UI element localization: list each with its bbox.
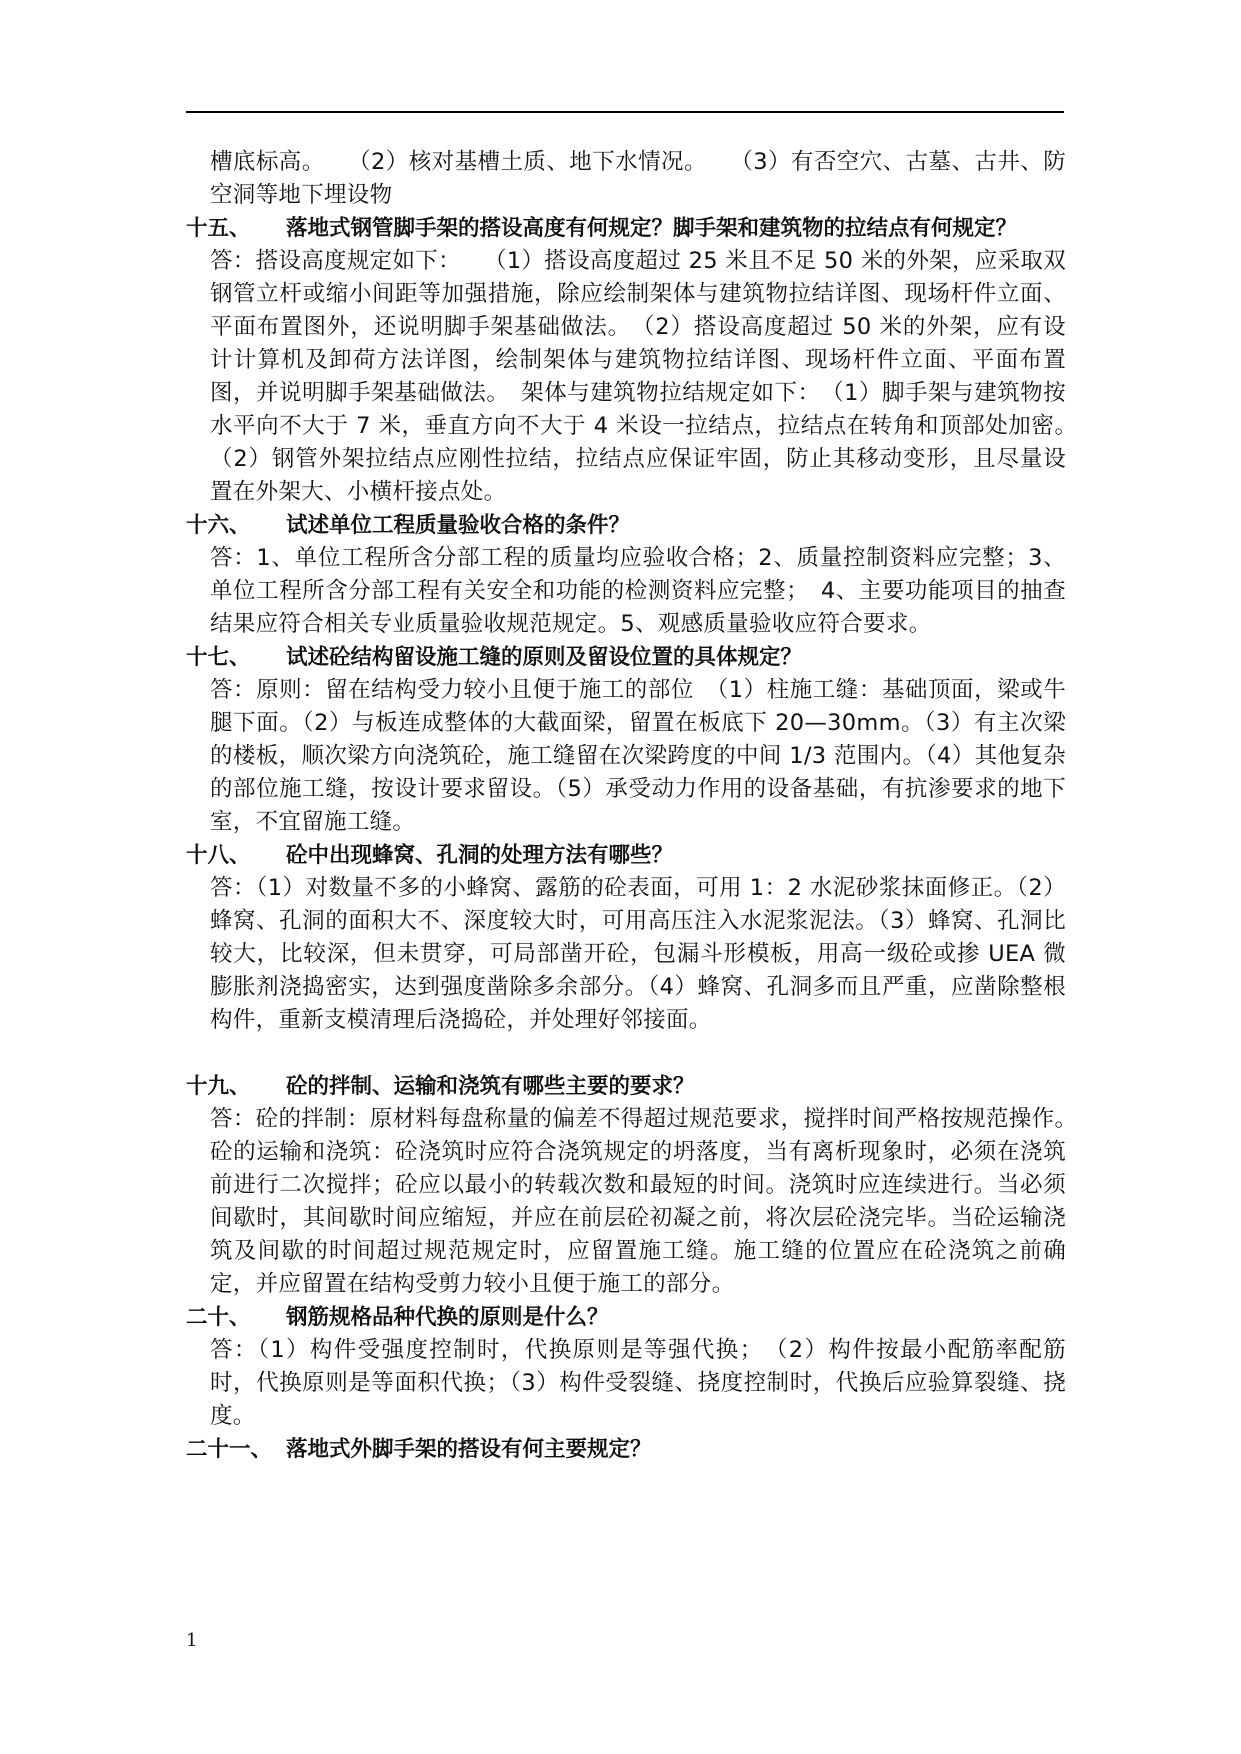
question-number: 十六、: [186, 513, 251, 538]
question-heading: [186, 641, 1066, 674]
question-number: 二十一、: [186, 1437, 273, 1462]
question-heading: [186, 212, 1066, 245]
question-heading: [186, 1433, 1066, 1466]
answer-paragraph: 槽底标高。 （2）核对基槽土质、地下水情况。 （3）有否空穴、古墓、古井、防空洞等地下埋设物: [210, 149, 1066, 208]
question-text: 砼中出现蜂窝、孔洞的处理方法有哪些？: [286, 843, 674, 868]
answer-paragraph: 答：原则：留在结构受力较小且便于施工的部位 （1）柱施工缝：基础顶面，梁或牛腿下面。（2）与板连成整体的大截面梁，留置在板底下 20—30mm。（3）有主次梁的楼板，顺次梁方向浇筑砼，施工缝留在次梁跨度的中间 1/3 范围内。（4）其他复杂的部位施工缝，按设计要求留设。（5）承受动力作用的设备基础，有抗渗要求的地下室，不宜留施工缝。: [210, 677, 1066, 835]
question-text: 试述砼结构留设施工缝的原则及留设位置的具体规定？: [286, 645, 803, 670]
question-heading: [186, 839, 1066, 872]
question-heading: [186, 1070, 1066, 1103]
question-number: 十八、: [186, 843, 251, 868]
question-number: 十五、: [186, 216, 251, 241]
question-number: 二十、: [186, 1305, 251, 1330]
answer-paragraph: 答：（1）对数量不多的小蜂窝、露筋的砼表面，可用 1：2 水泥砂浆抹面修正。（2）蜂窝、孔洞的面积大不、深度较大时，可用高压注入水泥浆泥法。（3）蜂窝、孔洞比较大，比较深，但未贯穿，可局部凿开砼，包漏斗形模板，用高一级砼或掺 UEA 微膨胀剂浇捣密实，达到强度凿除多余部分。（4）蜂窝、孔洞多而且严重，应凿除整根构件，重新支模清理后浇捣砼，并处理好邻接面。: [210, 875, 1066, 1033]
question-number: 十七、: [186, 645, 251, 670]
question-text: 砼的拌制、运输和浇筑有哪些主要的要求？: [286, 1074, 695, 1099]
answer-paragraph: 答：1、单位工程所含分部工程的质量均应验收合格；2、质量控制资料应完整；3、单位工程所含分部工程有关安全和功能的检测资料应完整； 4、主要功能项目的抽查结果应符合相关专业质量验收规范规定。5、观感质量验收应符合要求。: [210, 545, 1066, 637]
question-number: 十九、: [186, 1074, 251, 1099]
blank-line: [186, 1037, 1066, 1070]
question-text: 落地式外脚手架的搭设有何主要规定？: [286, 1437, 652, 1462]
page-number: 1: [186, 1630, 198, 1651]
header-rule: [186, 111, 1064, 113]
answer-paragraph: 答：搭设高度规定如下： （1）搭设高度超过 25 米且不足 50 米的外架，应采取双钢管立杆或缩小间距等加强措施，除应绘制架体与建筑物拉结详图、现场杆件立面、平面布置图外，还说明脚手架基础做法。 （2）搭设高度超过 50 米的外架，应有设计计算机及卸荷方法详图，绘制架体与建筑物拉结详图、现场杆件立面、平面布置图，并说明脚手架基础做法。 架体与建筑物拉结规定如下： （1）脚手架与建筑物按水平向不大于 7 米，垂直方向不大于 4 米设一拉结点，拉结点在转角和顶部处加密。 （2）钢管外架拉结点应刚性拉结，拉结点应保证牢固，防止其移动变形，且尽量设置在外架大、小横杆接点处。: [210, 248, 1089, 505]
question-text: 落地式钢管脚手架的搭设高度有何规定？脚手架和建筑物的拉结点有何规定？: [286, 216, 1018, 241]
question-heading: [186, 1301, 1066, 1334]
answer-paragraph: 答：砼的拌制：原材料每盘称量的偏差不得超过规范要求，搅拌时间严格按规范操作。 砼的运输和浇筑：砼浇筑时应符合浇筑规定的坍落度，当有离析现象时，必须在浇筑前进行二次搅拌；砼应以最小的转载次数和最短的时间。浇筑时应连续进行。当必须间歇时，其间歇时间应缩短，并应在前层砼初凝之前，将次层砼浇完毕。当砼运输浇筑及间歇的时间超过规范规定时，应留置施工缝。施工缝的位置应在砼浇筑之前确定，并应留置在结构受剪力较小且便于施工的部分。: [210, 1106, 1089, 1297]
answer-paragraph: 答：（1）构件受强度控制时，代换原则是等强代换； （2）构件按最小配筋率配筋时，代换原则是等面积代换；（3）构件受裂缝、挠度控制时，代换后应验算裂缝、挠度。: [210, 1337, 1066, 1429]
question-text: 试述单位工程质量验收合格的条件？: [286, 513, 631, 538]
document-body: [186, 146, 1089, 1466]
question-heading: [186, 509, 1066, 542]
question-text: 钢筋规格品种代换的原则是什么？: [286, 1305, 609, 1330]
